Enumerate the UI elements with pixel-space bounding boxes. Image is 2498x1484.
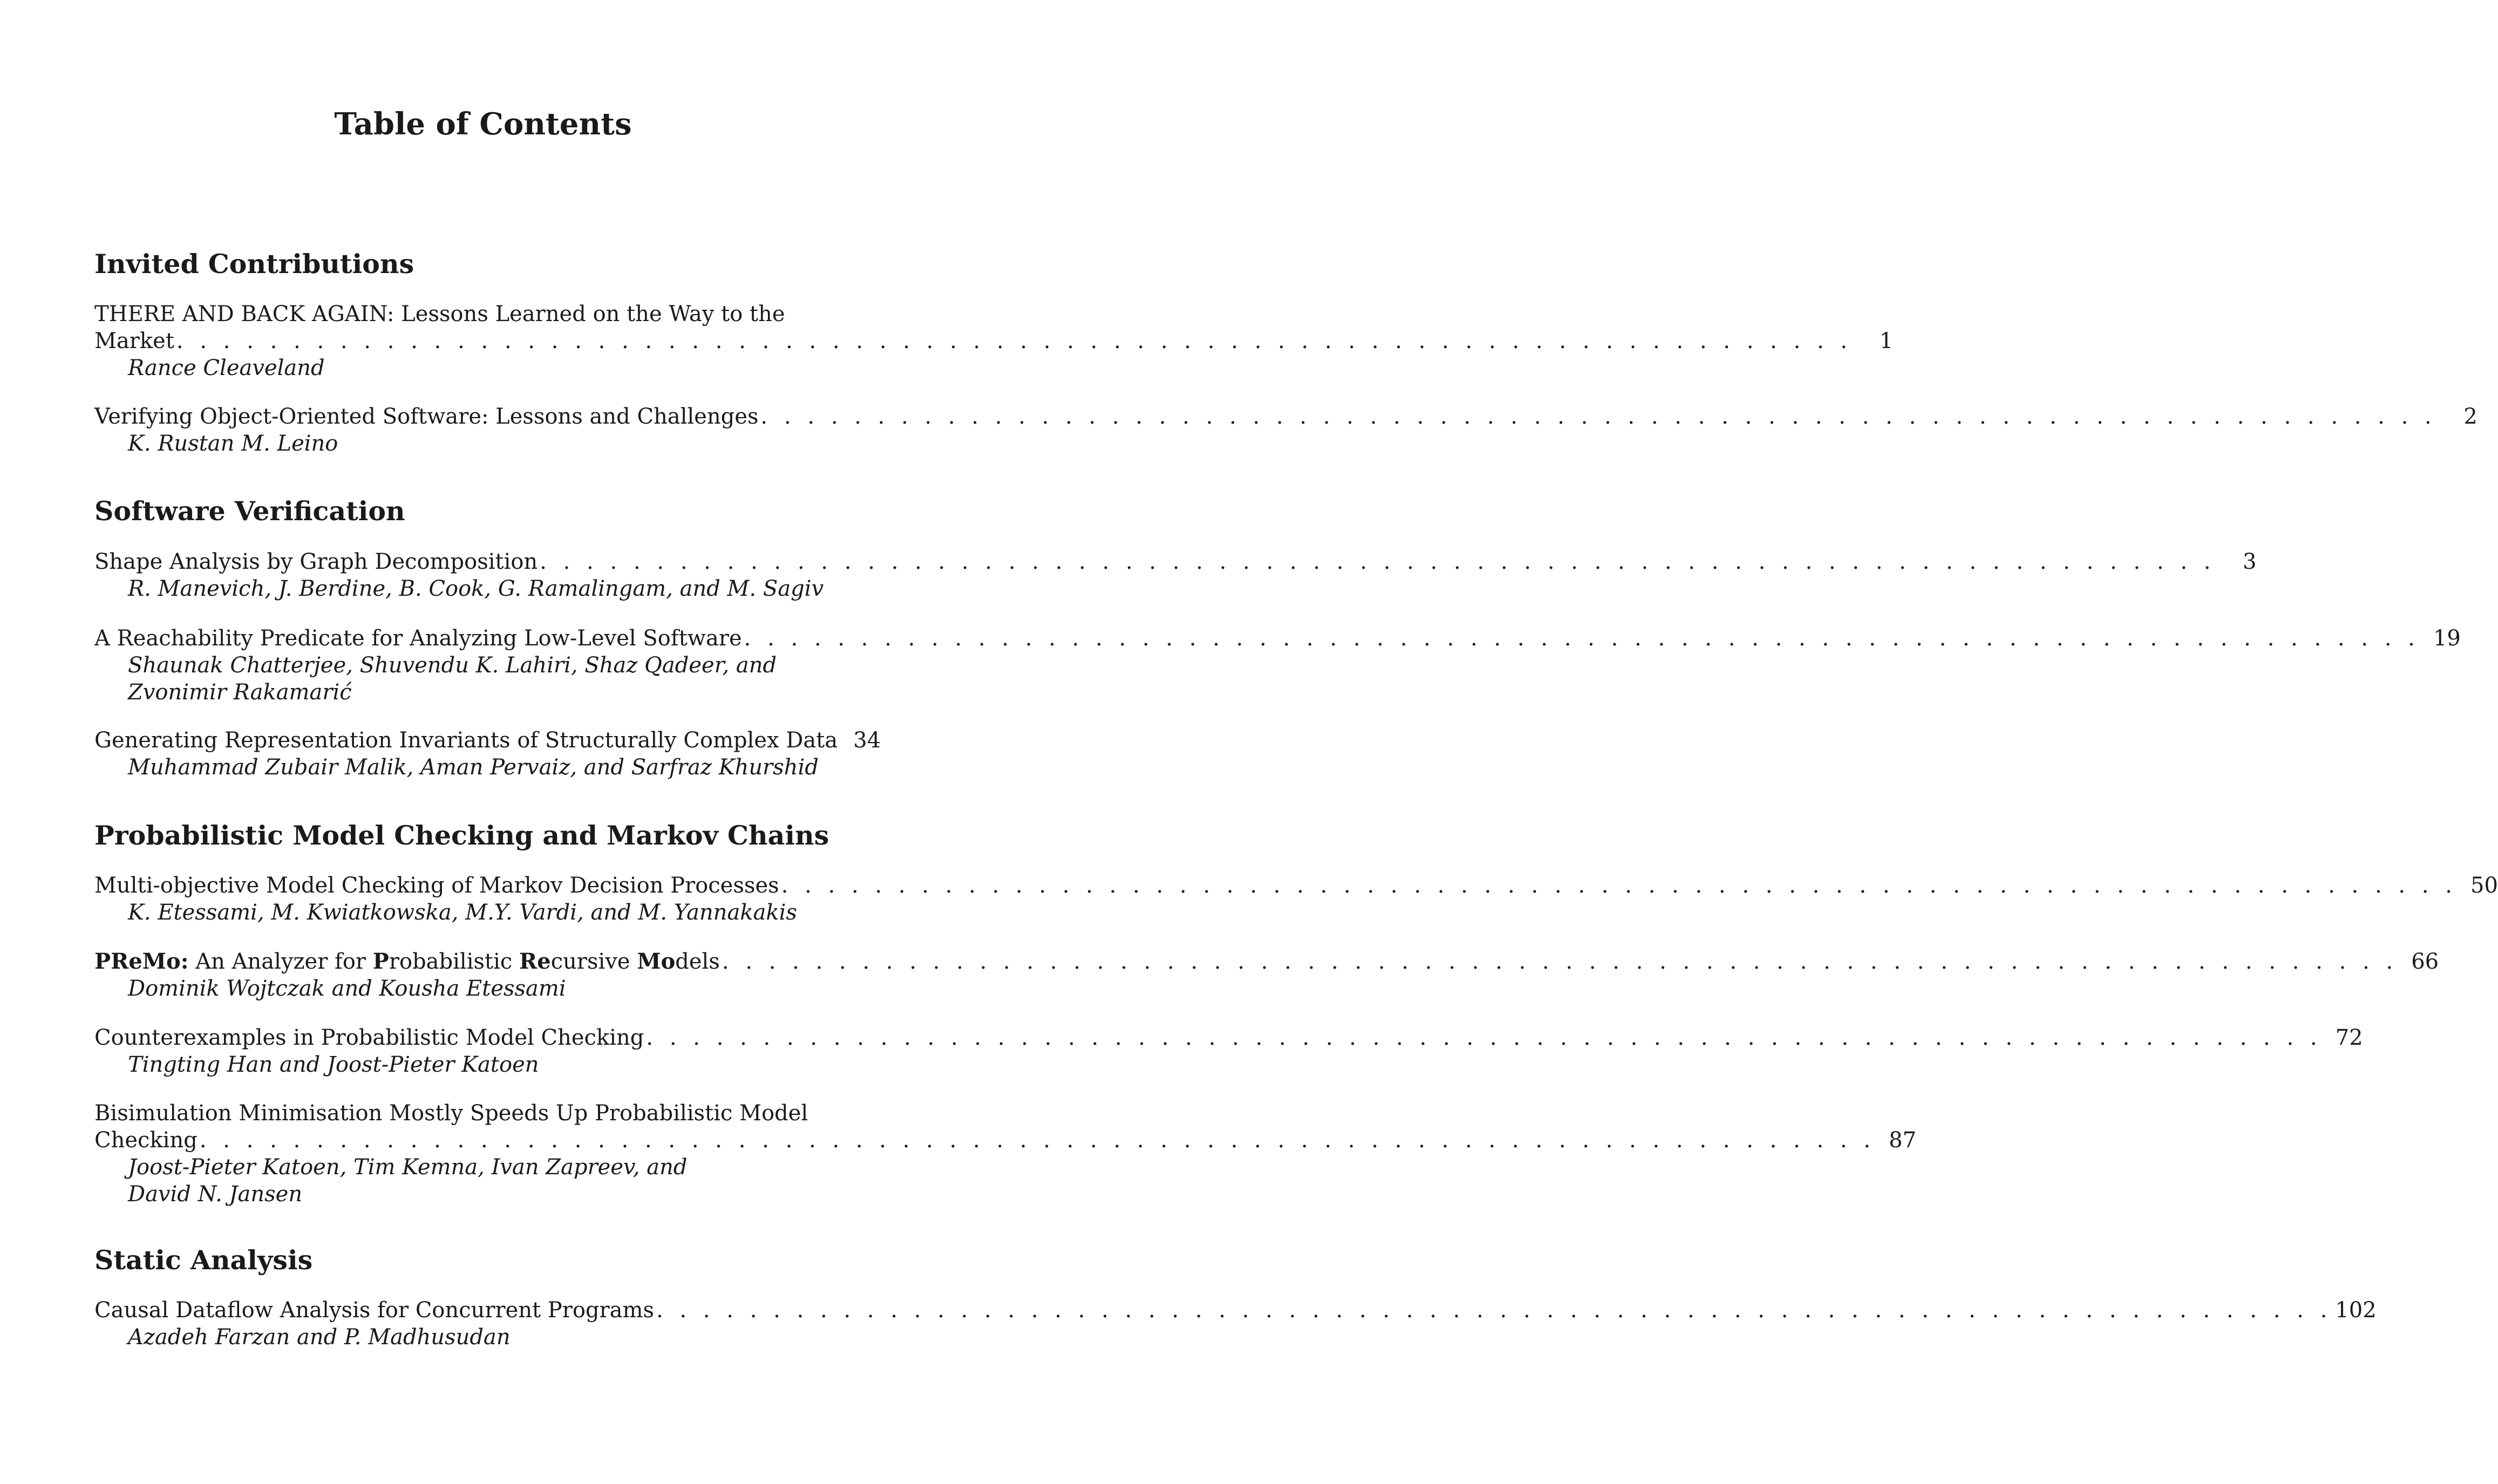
toc-entry[interactable] (94, 1100, 1917, 1208)
entry-authors: Tingting Han and Joost-Pieter Katoen (128, 1052, 539, 1077)
dot-leader: . . . . . . . . . . . . . . . . . . . . . . . . . . . . . . . . . . . . . . . . . . . . . . . . . . . . . . . . . . . . . . . . . . . . . . . . (781, 873, 2457, 898)
entry-title-row (94, 1127, 1917, 1154)
dot-leader: . . . . . . . . . . . . . . . . . . . . . . . . . . . . . . . . . . . . . . . . . . . . . . . . . . . . . . . . . . . . . . . . . . . . . . . . (199, 1128, 1876, 1153)
entry-title-line: Multi-objective Model Checking of Markov Decision Processes (94, 873, 779, 898)
dot-leader: . . . . . . . . . . . . . . . . . . . . . . . . . . . . . . . . . . . . . . . . . . . . . . . . . . . . . . . . . . . . . . . . . . . . . . . . (646, 1025, 2322, 1050)
entry-authors: Dominik Wojtczak and Kousha Etessami (128, 976, 566, 1001)
entry-title-row (94, 548, 2257, 575)
entry-title-row (94, 727, 881, 754)
entry-title-row (94, 625, 2461, 652)
entry-page-number: 3 (2243, 549, 2257, 574)
entry-authors: David N. Jansen (128, 1182, 303, 1207)
title-segment: PReMo: (94, 949, 189, 974)
dot-leader: . . . . . . . . . . . . . . . . . . . . . . . . . . . . . . . . . . . . . . . . . . . . . . . . . . . . . . . . . . . . . . . . . . . . . . . . (176, 329, 1853, 353)
entry-title-line: Shape Analysis by Graph Decomposition (94, 549, 538, 574)
entry-authors: Joost-Pieter Katoen, Tim Kemna, Ivan Zapreev, and (128, 1155, 688, 1180)
entry-authors: Rance Cleaveland (128, 356, 325, 380)
toc-entry[interactable] (94, 1297, 2377, 1351)
entry-page-number: 2 (2463, 404, 2477, 429)
entry-authors: R. Manevich, J. Berdine, B. Cook, G. Ramalingam, and M. Sagiv (128, 576, 824, 601)
entry-title-line: Generating Representation Invariants of Structurally Complex Data (94, 728, 838, 753)
entry-title-line: THERE AND BACK AGAIN: Lessons Learned on the Way to the (94, 302, 785, 326)
dot-leader: . . . . . . . . . . . . . . . . . . . . . . . . . . . . . . . . . . . . . . . . . . . . . . . . . . . . . . . . . . . . . . . . . . . . . . . . (722, 949, 2398, 974)
entry-title-line: Causal Dataflow Analysis for Concurrent Programs (94, 1298, 655, 1323)
toc-entry[interactable] (94, 948, 2439, 1002)
title-segment: Re (519, 949, 551, 974)
section-heading-invited-contributions: Invited Contributions (94, 248, 414, 280)
entry-page-number: 50 (2470, 873, 2498, 898)
entry-page-number: 72 (2335, 1025, 2363, 1050)
dot-leader: . . . . . . . . . . . . . . . . . . . . . . . . . . . . . . . . . . . . . . . . . . . . . . . . . . . . . . . . . . . . . . . . . . . . . . . . (744, 626, 2420, 651)
entry-page-number: 87 (1889, 1128, 1917, 1153)
section-heading-static-analysis: Static Analysis (94, 1244, 313, 1276)
toc-entry[interactable] (94, 872, 2498, 926)
entry-authors: K. Rustan M. Leino (128, 431, 338, 456)
entry-title-line: A Reachability Predicate for Analyzing Low-Level Software (94, 626, 742, 651)
entry-authors: Azadeh Farzan and P. Madhusudan (128, 1325, 511, 1350)
entry-page-number: 19 (2433, 626, 2461, 651)
page-title: Table of Contents (334, 106, 632, 142)
title-segment: P (372, 949, 389, 974)
entry-authors: Muhammad Zubair Malik, Aman Pervaiz, and Sarfraz Khurshid (128, 755, 819, 780)
title-segment: An Analyzer for (188, 949, 373, 974)
section-heading-software-verification: Software Verification (94, 495, 405, 527)
title-segment: cursive (550, 949, 637, 974)
toc-entry[interactable] (94, 625, 2461, 706)
entry-title-row (94, 948, 2439, 975)
toc-entry[interactable] (94, 1024, 2363, 1078)
section-heading-probabilistic-model-checking: Probabilistic Model Checking and Markov Chains (94, 820, 829, 851)
entry-title-row (94, 1024, 2363, 1051)
entry-title-line: Market (94, 329, 174, 353)
entry-authors: Shaunak Chatterjee, Shuvendu K. Lahiri, Shaz Qadeer, and (128, 653, 777, 678)
entry-authors: K. Etessami, M. Kwiatkowska, M.Y. Vardi, and M. Yannakakis (128, 900, 797, 925)
entry-title-line: Bisimulation Minimisation Mostly Speeds Up Probabilistic Model (94, 1101, 808, 1126)
entry-title-line: Checking (94, 1128, 198, 1153)
toc-entry[interactable] (94, 548, 2257, 602)
entry-title-row (94, 872, 2498, 899)
entry-title-line: Counterexamples in Probabilistic Model Checking (94, 1025, 644, 1050)
entry-page-number: 66 (2411, 949, 2439, 974)
dot-leader: . . . . . . . . . . . . . . . . . . . . . . . . . . . . . . . . . . . . . . . . . . . . . . . . . . . . . . . . . . . . . . . . . . . . . . . . (656, 1298, 2332, 1323)
toc-entry[interactable] (94, 301, 1894, 382)
title-segment: Mo (637, 949, 676, 974)
entry-title-row (94, 328, 1894, 355)
entry-title-row (94, 1297, 2377, 1324)
entry-page-number: 1 (1879, 329, 1894, 353)
dot-leader: . . . . . . . . . . . . . . . . . . . . . . . . . . . . . . . . . . . . . . . . . . . . . . . . . . . . . . . . . . . . . . . . . . . . . . . . (760, 404, 2436, 429)
toc-entry[interactable] (94, 727, 881, 781)
entry-title-row (94, 403, 2477, 430)
title-segment: robabilistic (389, 949, 520, 974)
entry-authors: Zvonimir Rakamarić (128, 680, 352, 705)
entry-title-line (94, 948, 720, 975)
dot-leader: . . . . . . . . . . . . . . . . . . . . . . . . . . . . . . . . . . . . . . . . . . . . . . . . . . . . . . . . . . . . . . . . . . . . . . . . (540, 549, 2216, 574)
entry-title-line: Verifying Object-Oriented Software: Lessons and Challenges (94, 404, 759, 429)
entry-page-number: 34 (853, 728, 881, 753)
entry-page-number: 102 (2335, 1298, 2377, 1323)
title-segment: dels (675, 949, 720, 974)
toc-page (94, 0, 2498, 1484)
toc-entry[interactable] (94, 403, 2477, 457)
